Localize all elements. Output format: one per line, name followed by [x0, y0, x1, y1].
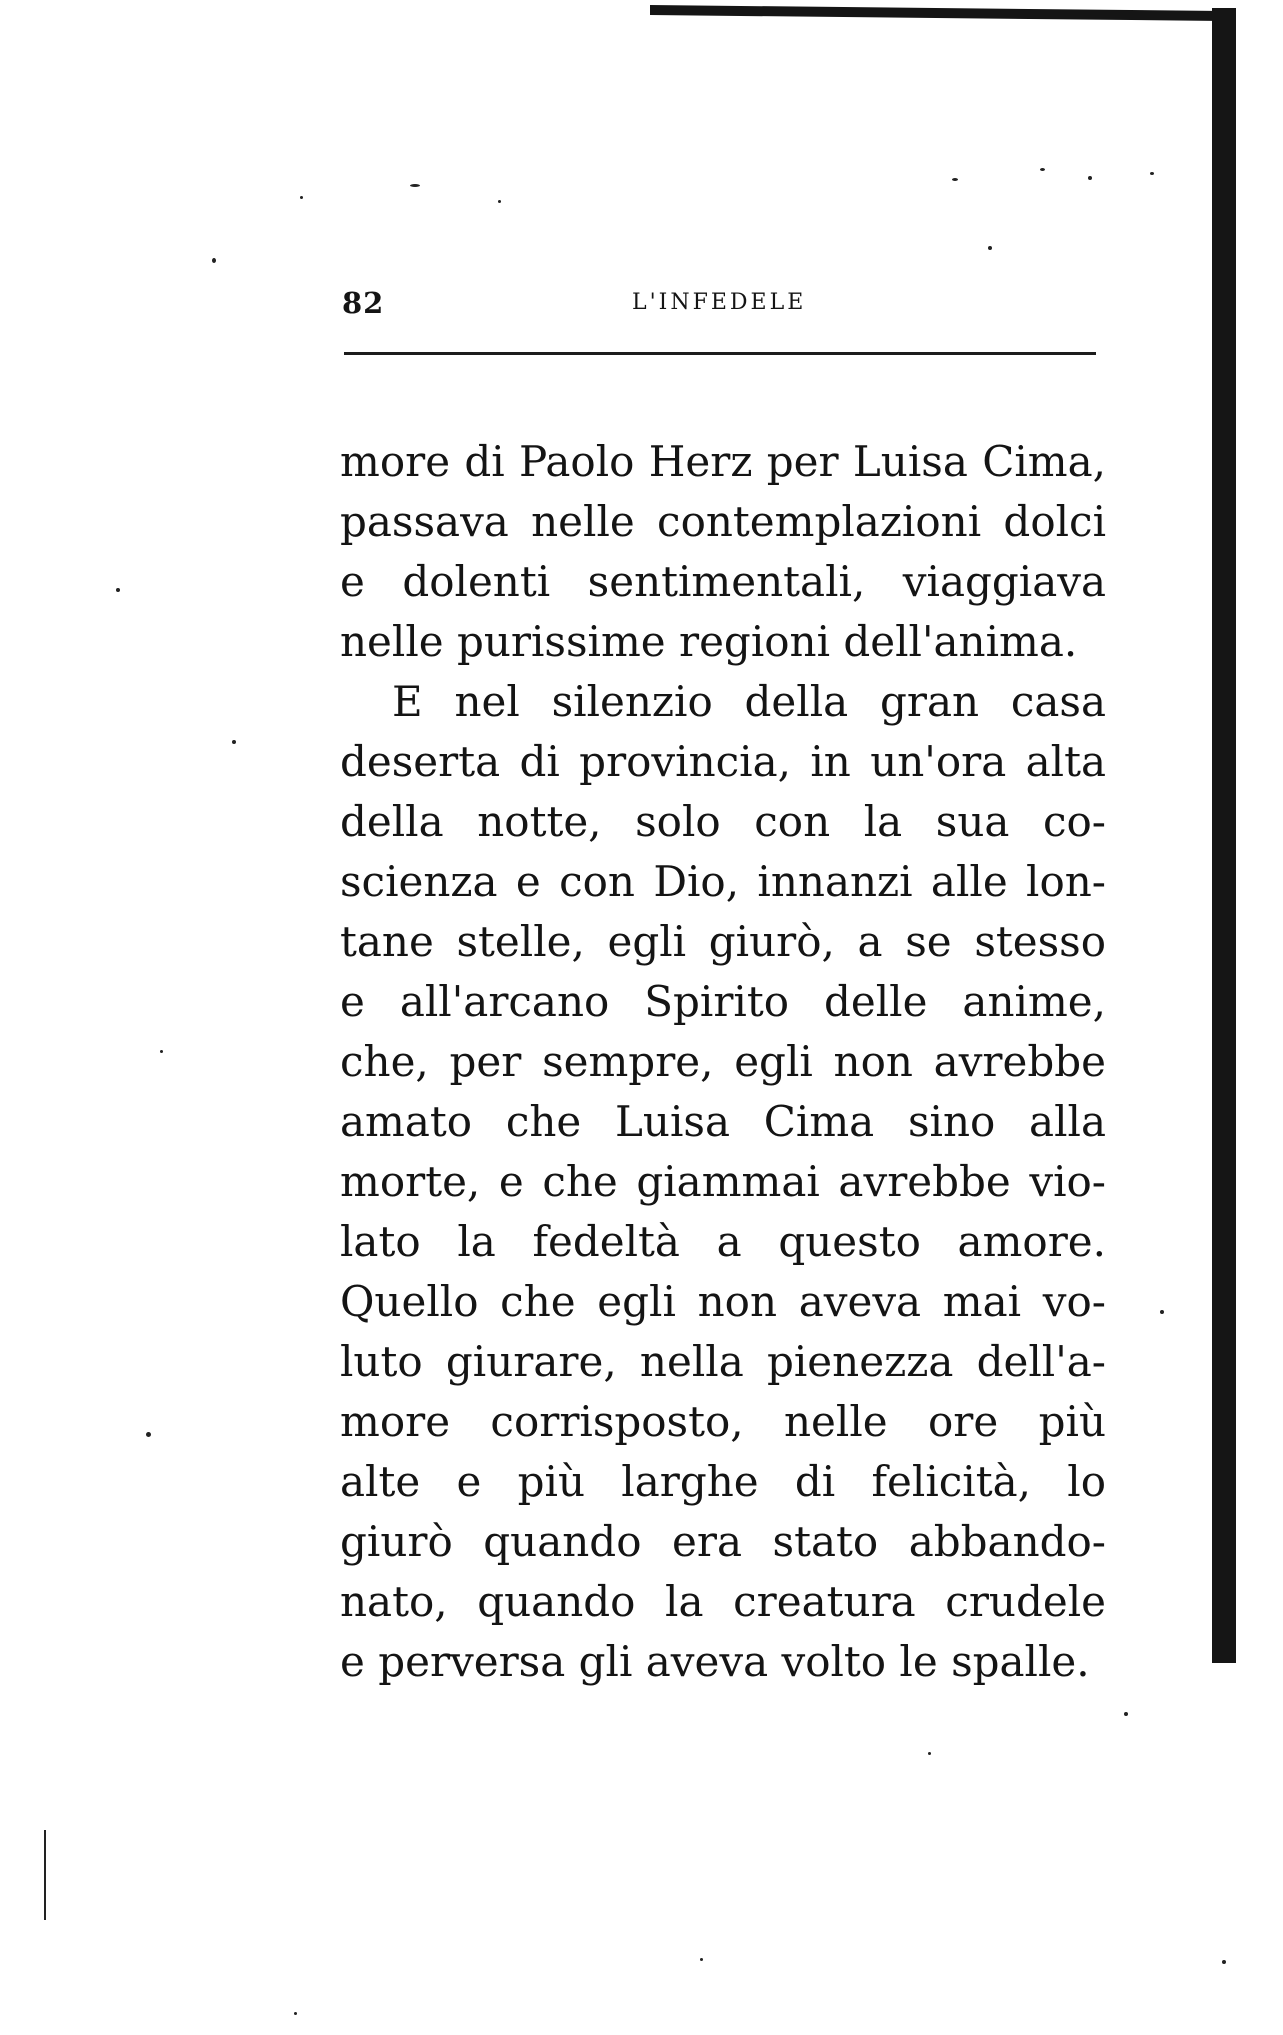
scan-speck [1124, 1712, 1128, 1716]
text-line: tane stelle, egli giurò, a se stesso [340, 917, 1106, 966]
scan-speck [300, 196, 303, 199]
text-line: e dolenti sentimentali, viaggiava [340, 557, 1106, 606]
text-line: more corrisposto, nelle ore più [340, 1397, 1106, 1446]
text-line: deserta di provincia, in un'ora alta [340, 737, 1106, 786]
scan-speck [1160, 1310, 1164, 1314]
scan-speck [952, 178, 958, 181]
scan-speck [498, 200, 501, 203]
text-line: E nel silenzio della gran casa [392, 677, 1106, 726]
scan-speck [410, 184, 420, 187]
top-border-rule [650, 5, 1222, 21]
text-line: che, per sempre, egli non avrebbe [340, 1037, 1106, 1086]
text-line: amato che Luisa Cima sino alla [340, 1097, 1106, 1146]
scan-speck [988, 246, 992, 250]
text-line: morte, e che giammai avrebbe vio- [340, 1157, 1106, 1206]
scan-speck [928, 1752, 931, 1755]
text-line: Quello che egli non aveva mai vo- [340, 1277, 1106, 1326]
scan-speck [160, 1050, 163, 1053]
body-text [340, 432, 1106, 1692]
scan-speck [1150, 172, 1154, 175]
scan-speck [1222, 1960, 1226, 1964]
running-title: L'INFEDELE [632, 290, 807, 315]
text-line: giurò quando era stato abbando- [340, 1517, 1106, 1566]
page-header [342, 280, 1102, 330]
text-line: nato, quando la creatura crudele [340, 1577, 1106, 1626]
scan-speck [212, 258, 216, 263]
scan-speck [1040, 168, 1045, 171]
text-line: nelle purissime regioni dell'anima. [340, 617, 1078, 666]
text-line: e all'arcano Spirito delle anime, [340, 977, 1106, 1026]
scan-speck [294, 2012, 297, 2015]
right-page-edge-border [1212, 8, 1236, 1663]
text-line: passava nelle contemplazioni dolci [340, 497, 1106, 546]
scan-speck [1088, 176, 1092, 180]
scan-speck [700, 1958, 703, 1961]
scan-speck [232, 740, 236, 744]
text-line: scienza e con Dio, innanzi alle lon- [340, 857, 1106, 906]
text-line: e perversa gli aveva volto le spalle. [340, 1637, 1090, 1686]
header-rule [344, 352, 1096, 355]
text-line: more di Paolo Herz per Luisa Cima, [340, 437, 1106, 486]
page-number: 82 [342, 286, 385, 320]
scan-speck [146, 1432, 151, 1437]
text-line: lato la fedeltà a questo amore. [340, 1217, 1106, 1266]
scan-speck [44, 1830, 46, 1920]
text-line: della notte, solo con la sua co- [340, 797, 1106, 846]
scan-speck [116, 588, 120, 592]
text-line: alte e più larghe di felicità, lo [340, 1457, 1106, 1506]
text-line: luto giurare, nella pienezza dell'a- [340, 1337, 1106, 1386]
